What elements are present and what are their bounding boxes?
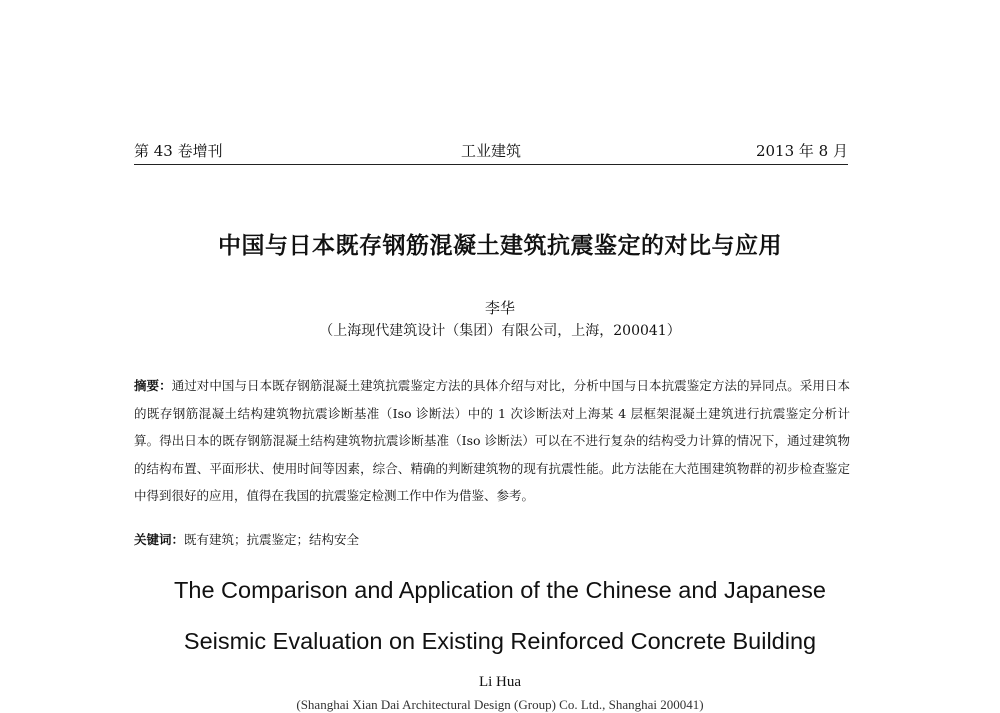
author-name-chinese: 李华 (484, 299, 515, 317)
volume-issue: 第 43 卷增刊 (134, 142, 223, 160)
paper-title-english-line-2: Seismic Evaluation on Existing Reinforced Concrete Building (183, 628, 817, 654)
paper-title-english-line-1: The Comparison and Application of the Chinese and Japanese (174, 577, 826, 603)
publication-date: 2013 年 8 月 (755, 142, 848, 160)
running-header (134, 138, 848, 165)
abstract-label: 摘要： (134, 378, 172, 393)
abstract-text: 通过对中国与日本既存钢筋混凝土建筑抗震鉴定方法的具体介绍与对比，分析中国与日本抗震鉴定方法的异同点。采用日本的既存钢筋混凝土结构建筑物抗震诊断基准（Iso 诊断法）中的 1 次诊断法对上海某 4 层框架混凝土建筑进行抗震鉴定分析计算。得出日本的既存钢筋混凝土结构建筑物抗震诊断基准（Iso 诊断法）可以在不进行复杂的结构受力计算的情况下，通过建筑物的结构布置、平面形状、使用时间等因素，综合、精确的判断建筑物的现有抗震性能。此方法能在大范围建筑物群的初步检查鉴定中得到很好的应用，值得在我国的抗震鉴定检测工作中作为借鉴、参考。 (134, 378, 850, 503)
journal-name: 工业建筑 (460, 142, 521, 160)
paper-title-chinese: 中国与日本既存钢筋混凝土建筑抗震鉴定的对比与应用 (218, 233, 782, 259)
keywords-text: 既有建筑；抗震鉴定；结构安全 (184, 532, 360, 547)
keywords-line (134, 530, 850, 550)
abstract-paragraph (134, 372, 850, 510)
keywords-label: 关键词： (134, 532, 185, 547)
affiliation-chinese: （上海现代建筑设计（集团）有限公司，上海，200041） (319, 323, 681, 339)
affiliation-english: (Shanghai Xian Dai Architectural Design (Group) Co. Ltd., Shanghai 200041) (296, 697, 704, 712)
author-name-english: Li Hua (478, 674, 522, 690)
